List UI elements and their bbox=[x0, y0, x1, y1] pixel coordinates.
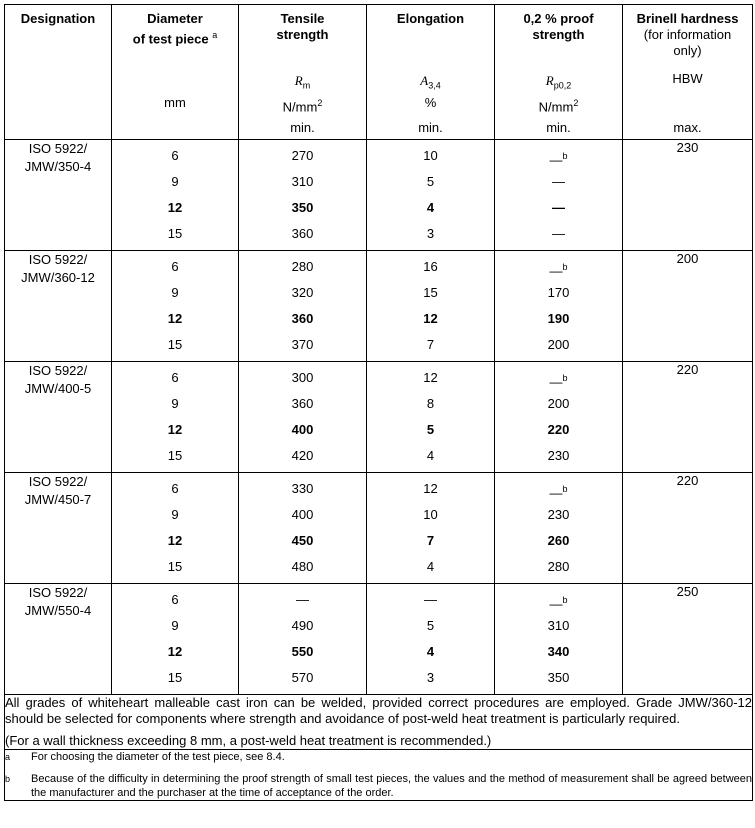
diameters-value: 9 bbox=[171, 507, 179, 522]
tensile-value: 310 bbox=[291, 174, 314, 189]
hardness-value: 250 bbox=[676, 584, 699, 599]
proof-symbol-sub: p0,2 bbox=[553, 80, 572, 91]
designation-cell bbox=[5, 362, 112, 473]
elongation-value: 7 bbox=[426, 337, 435, 352]
tensile-unit: N/mm bbox=[282, 99, 318, 115]
tensile-value: 360 bbox=[291, 226, 314, 241]
diameters-cell bbox=[112, 362, 239, 473]
hardness-cell bbox=[623, 473, 753, 584]
grade-row bbox=[5, 584, 753, 695]
elongation-value: 12 bbox=[423, 370, 438, 385]
footnote-a-text: For choosing the diameter of the test piece, see 8.4. bbox=[31, 751, 285, 763]
tensile-unit-sup: 2 bbox=[317, 98, 323, 108]
proof-value: 260 bbox=[547, 533, 570, 548]
designation-line1: ISO 5922/ bbox=[28, 585, 88, 600]
header-row bbox=[5, 5, 753, 140]
diameters-value: 6 bbox=[171, 481, 179, 496]
diameters-value: 9 bbox=[171, 174, 179, 189]
header-diameter-line1: Diameter bbox=[147, 11, 203, 26]
tensile-value: 400 bbox=[291, 422, 314, 437]
header-brinell-line3: only) bbox=[673, 43, 702, 58]
elongation-value: 3 bbox=[426, 226, 435, 241]
note-row bbox=[5, 695, 753, 750]
diameters-cell bbox=[112, 140, 239, 251]
footnote-ref-b: b bbox=[562, 373, 568, 383]
diameters-value: 9 bbox=[171, 396, 179, 411]
hardness-value: 220 bbox=[676, 362, 699, 377]
elongation-value: 8 bbox=[426, 396, 435, 411]
designation-line2: JMW/400-5 bbox=[24, 381, 92, 396]
diameters-cell bbox=[112, 473, 239, 584]
footnote-a bbox=[5, 750, 752, 764]
elongation-cell bbox=[367, 584, 495, 695]
designation-line2: JMW/450-7 bbox=[24, 492, 92, 507]
elongation-cell bbox=[367, 362, 495, 473]
proof-value: —$^b$ bbox=[549, 151, 568, 168]
note-paragraph-1: All grades of whiteheart malleable cast iron can be welded, provided correct procedures are employed. Grade JMW/360-12 should be selected for components where strength and avoidance of post-weld heat treatment is particularly required. bbox=[5, 695, 752, 726]
tensile-cell bbox=[239, 251, 367, 362]
designation-cell bbox=[5, 584, 112, 695]
diameters-value: 15 bbox=[167, 670, 183, 685]
tensile-value: 300 bbox=[291, 370, 314, 385]
tensile-value: 490 bbox=[291, 618, 314, 633]
tensile-value: 270 bbox=[291, 148, 314, 163]
tensile-value: 370 bbox=[291, 337, 314, 352]
footnote-ref-b: b bbox=[562, 484, 568, 494]
proof-value: —$^b$ bbox=[549, 484, 568, 501]
header-diameter-line2: of test piece bbox=[132, 31, 209, 47]
elongation-value: 12 bbox=[423, 311, 438, 326]
proof-value: 230 bbox=[547, 507, 570, 522]
header-brinell bbox=[623, 5, 753, 140]
tensile-value: 280 bbox=[291, 259, 314, 274]
designation-cell bbox=[5, 251, 112, 362]
proof-value: 340 bbox=[547, 644, 570, 659]
proof-min: min. bbox=[546, 120, 571, 135]
elongation-value: 15 bbox=[423, 285, 438, 300]
footnote-a-mark: a bbox=[5, 752, 11, 762]
hardness-cell bbox=[623, 140, 753, 251]
hardness-value: 220 bbox=[676, 473, 699, 488]
designation-cell bbox=[5, 473, 112, 584]
elongation-cell bbox=[367, 140, 495, 251]
hardness-cell bbox=[623, 362, 753, 473]
proof-cell bbox=[495, 584, 623, 695]
grade-row bbox=[5, 362, 753, 473]
proof-cell bbox=[495, 362, 623, 473]
diameters-value: 12 bbox=[167, 533, 183, 548]
footnote-b-mark: b bbox=[5, 774, 11, 784]
designation-line1: ISO 5922/ bbox=[28, 474, 88, 489]
proof-value: 200 bbox=[547, 337, 570, 352]
hardness-cell bbox=[623, 251, 753, 362]
header-brinell-line1: Brinell hardness bbox=[636, 11, 739, 26]
elongation-value: 4 bbox=[426, 559, 435, 574]
tensile-value: 550 bbox=[291, 644, 314, 659]
hardness-cell bbox=[623, 584, 753, 695]
proof-cell bbox=[495, 473, 623, 584]
diameters-cell bbox=[112, 251, 239, 362]
proof-value: 310 bbox=[547, 618, 570, 633]
tensile-value: 360 bbox=[291, 311, 314, 326]
proof-value: —$^b$ bbox=[549, 595, 568, 612]
diameters-value: 6 bbox=[171, 370, 179, 385]
footnote-row bbox=[5, 750, 753, 801]
tensile-value: 350 bbox=[291, 200, 314, 215]
header-proof-line1: 0,2 % proof bbox=[523, 11, 594, 26]
proof-value: 220 bbox=[547, 422, 570, 437]
proof-symbol: R bbox=[545, 73, 554, 88]
diameters-value: 9 bbox=[171, 285, 179, 300]
tensile-value: 330 bbox=[291, 481, 314, 496]
tensile-value: 450 bbox=[291, 533, 314, 548]
diameters-cell bbox=[112, 584, 239, 695]
elongation-value: 10 bbox=[423, 507, 438, 522]
footnote-ref-b: b bbox=[562, 262, 568, 272]
diameters-value: 15 bbox=[167, 448, 183, 463]
elongation-unit: % bbox=[424, 95, 437, 110]
designation-line2: JMW/350-4 bbox=[24, 159, 92, 174]
designation-line2: JMW/360-12 bbox=[21, 270, 95, 285]
elongation-value: 16 bbox=[423, 259, 438, 274]
elongation-value: 7 bbox=[426, 533, 435, 548]
tensile-value: 420 bbox=[291, 448, 314, 463]
tensile-cell bbox=[239, 362, 367, 473]
proof-value: 280 bbox=[547, 559, 570, 574]
elongation-value: 4 bbox=[426, 200, 435, 215]
proof-value: 190 bbox=[547, 311, 570, 326]
elongation-value: 4 bbox=[426, 644, 435, 659]
diameters-value: 15 bbox=[167, 337, 183, 352]
tensile-value: — bbox=[296, 592, 309, 607]
elongation-value: 3 bbox=[426, 670, 435, 685]
proof-value: 170 bbox=[547, 285, 570, 300]
proof-cell bbox=[495, 251, 623, 362]
footnote-ref-b: b bbox=[562, 595, 568, 605]
footnote-b-text: Because of the difficulty in determining the proof strength of small test pieces, the values and the method of measurement shall be agreed between the manufacturer and the purchaser at the time of acceptance of the order. bbox=[31, 773, 752, 799]
proof-value: — bbox=[552, 174, 565, 189]
elongation-value: — bbox=[424, 592, 437, 607]
tensile-value: 320 bbox=[291, 285, 314, 300]
designation-line2: JMW/550-4 bbox=[24, 603, 92, 618]
proof-unit-sup: 2 bbox=[573, 98, 579, 108]
elongation-value: 10 bbox=[423, 148, 438, 163]
designation-line1: ISO 5922/ bbox=[28, 363, 88, 378]
grade-row bbox=[5, 140, 753, 251]
diameters-value: 6 bbox=[171, 148, 179, 163]
elongation-symbol: A bbox=[420, 73, 429, 88]
footnotes bbox=[5, 750, 753, 801]
elongation-cell bbox=[367, 251, 495, 362]
diameters-value: 6 bbox=[171, 259, 179, 274]
proof-value: 350 bbox=[547, 670, 570, 685]
elongation-value: 4 bbox=[426, 448, 435, 463]
header-elongation-line1: Elongation bbox=[396, 11, 465, 26]
tensile-cell bbox=[239, 140, 367, 251]
designation-line1: ISO 5922/ bbox=[28, 252, 88, 267]
proof-value: —$^b$ bbox=[549, 262, 568, 279]
elongation-value: 5 bbox=[426, 174, 435, 189]
proof-value: —$^b$ bbox=[549, 373, 568, 390]
header-elongation bbox=[367, 5, 495, 140]
footnote-ref-b: b bbox=[562, 151, 568, 161]
elongation-symbol-sub: 3,4 bbox=[428, 80, 441, 91]
header-tensile-line1: Tensile bbox=[280, 11, 325, 26]
diameters-value: 6 bbox=[171, 592, 179, 607]
tensile-min: min. bbox=[290, 120, 315, 135]
diameters-value: 9 bbox=[171, 618, 179, 633]
header-designation-label: Designation bbox=[20, 11, 96, 26]
note-paragraph-2: (For a wall thickness exceeding 8 mm, a post-weld heat treatment is recommended.) bbox=[5, 733, 492, 748]
proof-cell bbox=[495, 140, 623, 251]
footnote-b bbox=[5, 772, 752, 800]
header-diameter bbox=[112, 5, 239, 140]
designation-line1: ISO 5922/ bbox=[28, 141, 88, 156]
header-tensile-line2: strength bbox=[276, 27, 329, 42]
header-tensile bbox=[239, 5, 367, 140]
proof-value: 200 bbox=[547, 396, 570, 411]
header-diameter-unit: mm bbox=[164, 95, 186, 110]
brinell-max: max. bbox=[673, 120, 702, 135]
brinell-unit: HBW bbox=[672, 71, 703, 86]
grade-row bbox=[5, 473, 753, 584]
tensile-value: 360 bbox=[291, 396, 314, 411]
properties-table bbox=[4, 4, 753, 801]
footnote-ref-a: a bbox=[212, 30, 218, 40]
header-proof-line2: strength bbox=[532, 27, 585, 42]
diameters-value: 12 bbox=[167, 644, 183, 659]
elongation-value: 5 bbox=[426, 618, 435, 633]
tensile-value: 570 bbox=[291, 670, 314, 685]
designation-cell bbox=[5, 140, 112, 251]
header-designation bbox=[5, 5, 112, 140]
tensile-symbol: R bbox=[294, 73, 303, 88]
proof-value: — bbox=[552, 226, 565, 241]
diameters-value: 15 bbox=[167, 559, 183, 574]
elongation-value: 12 bbox=[423, 481, 438, 496]
tensile-cell bbox=[239, 473, 367, 584]
header-proof bbox=[495, 5, 623, 140]
diameters-value: 15 bbox=[167, 226, 183, 241]
tensile-value: 480 bbox=[291, 559, 314, 574]
elongation-cell bbox=[367, 473, 495, 584]
header-brinell-line2: (for information bbox=[643, 27, 732, 42]
tensile-symbol-sub: m bbox=[302, 80, 311, 91]
proof-value: 230 bbox=[547, 448, 570, 463]
elongation-value: 5 bbox=[426, 422, 435, 437]
welding-note bbox=[5, 695, 753, 750]
diameters-value: 12 bbox=[167, 311, 183, 326]
elongation-min: min. bbox=[418, 120, 443, 135]
grade-row bbox=[5, 251, 753, 362]
tensile-cell bbox=[239, 584, 367, 695]
hardness-value: 200 bbox=[676, 251, 699, 266]
proof-value: — bbox=[552, 200, 565, 215]
tensile-value: 400 bbox=[291, 507, 314, 522]
proof-unit: N/mm bbox=[538, 99, 574, 115]
hardness-value: 230 bbox=[676, 140, 699, 155]
diameters-value: 12 bbox=[167, 200, 183, 215]
diameters-value: 12 bbox=[167, 422, 183, 437]
